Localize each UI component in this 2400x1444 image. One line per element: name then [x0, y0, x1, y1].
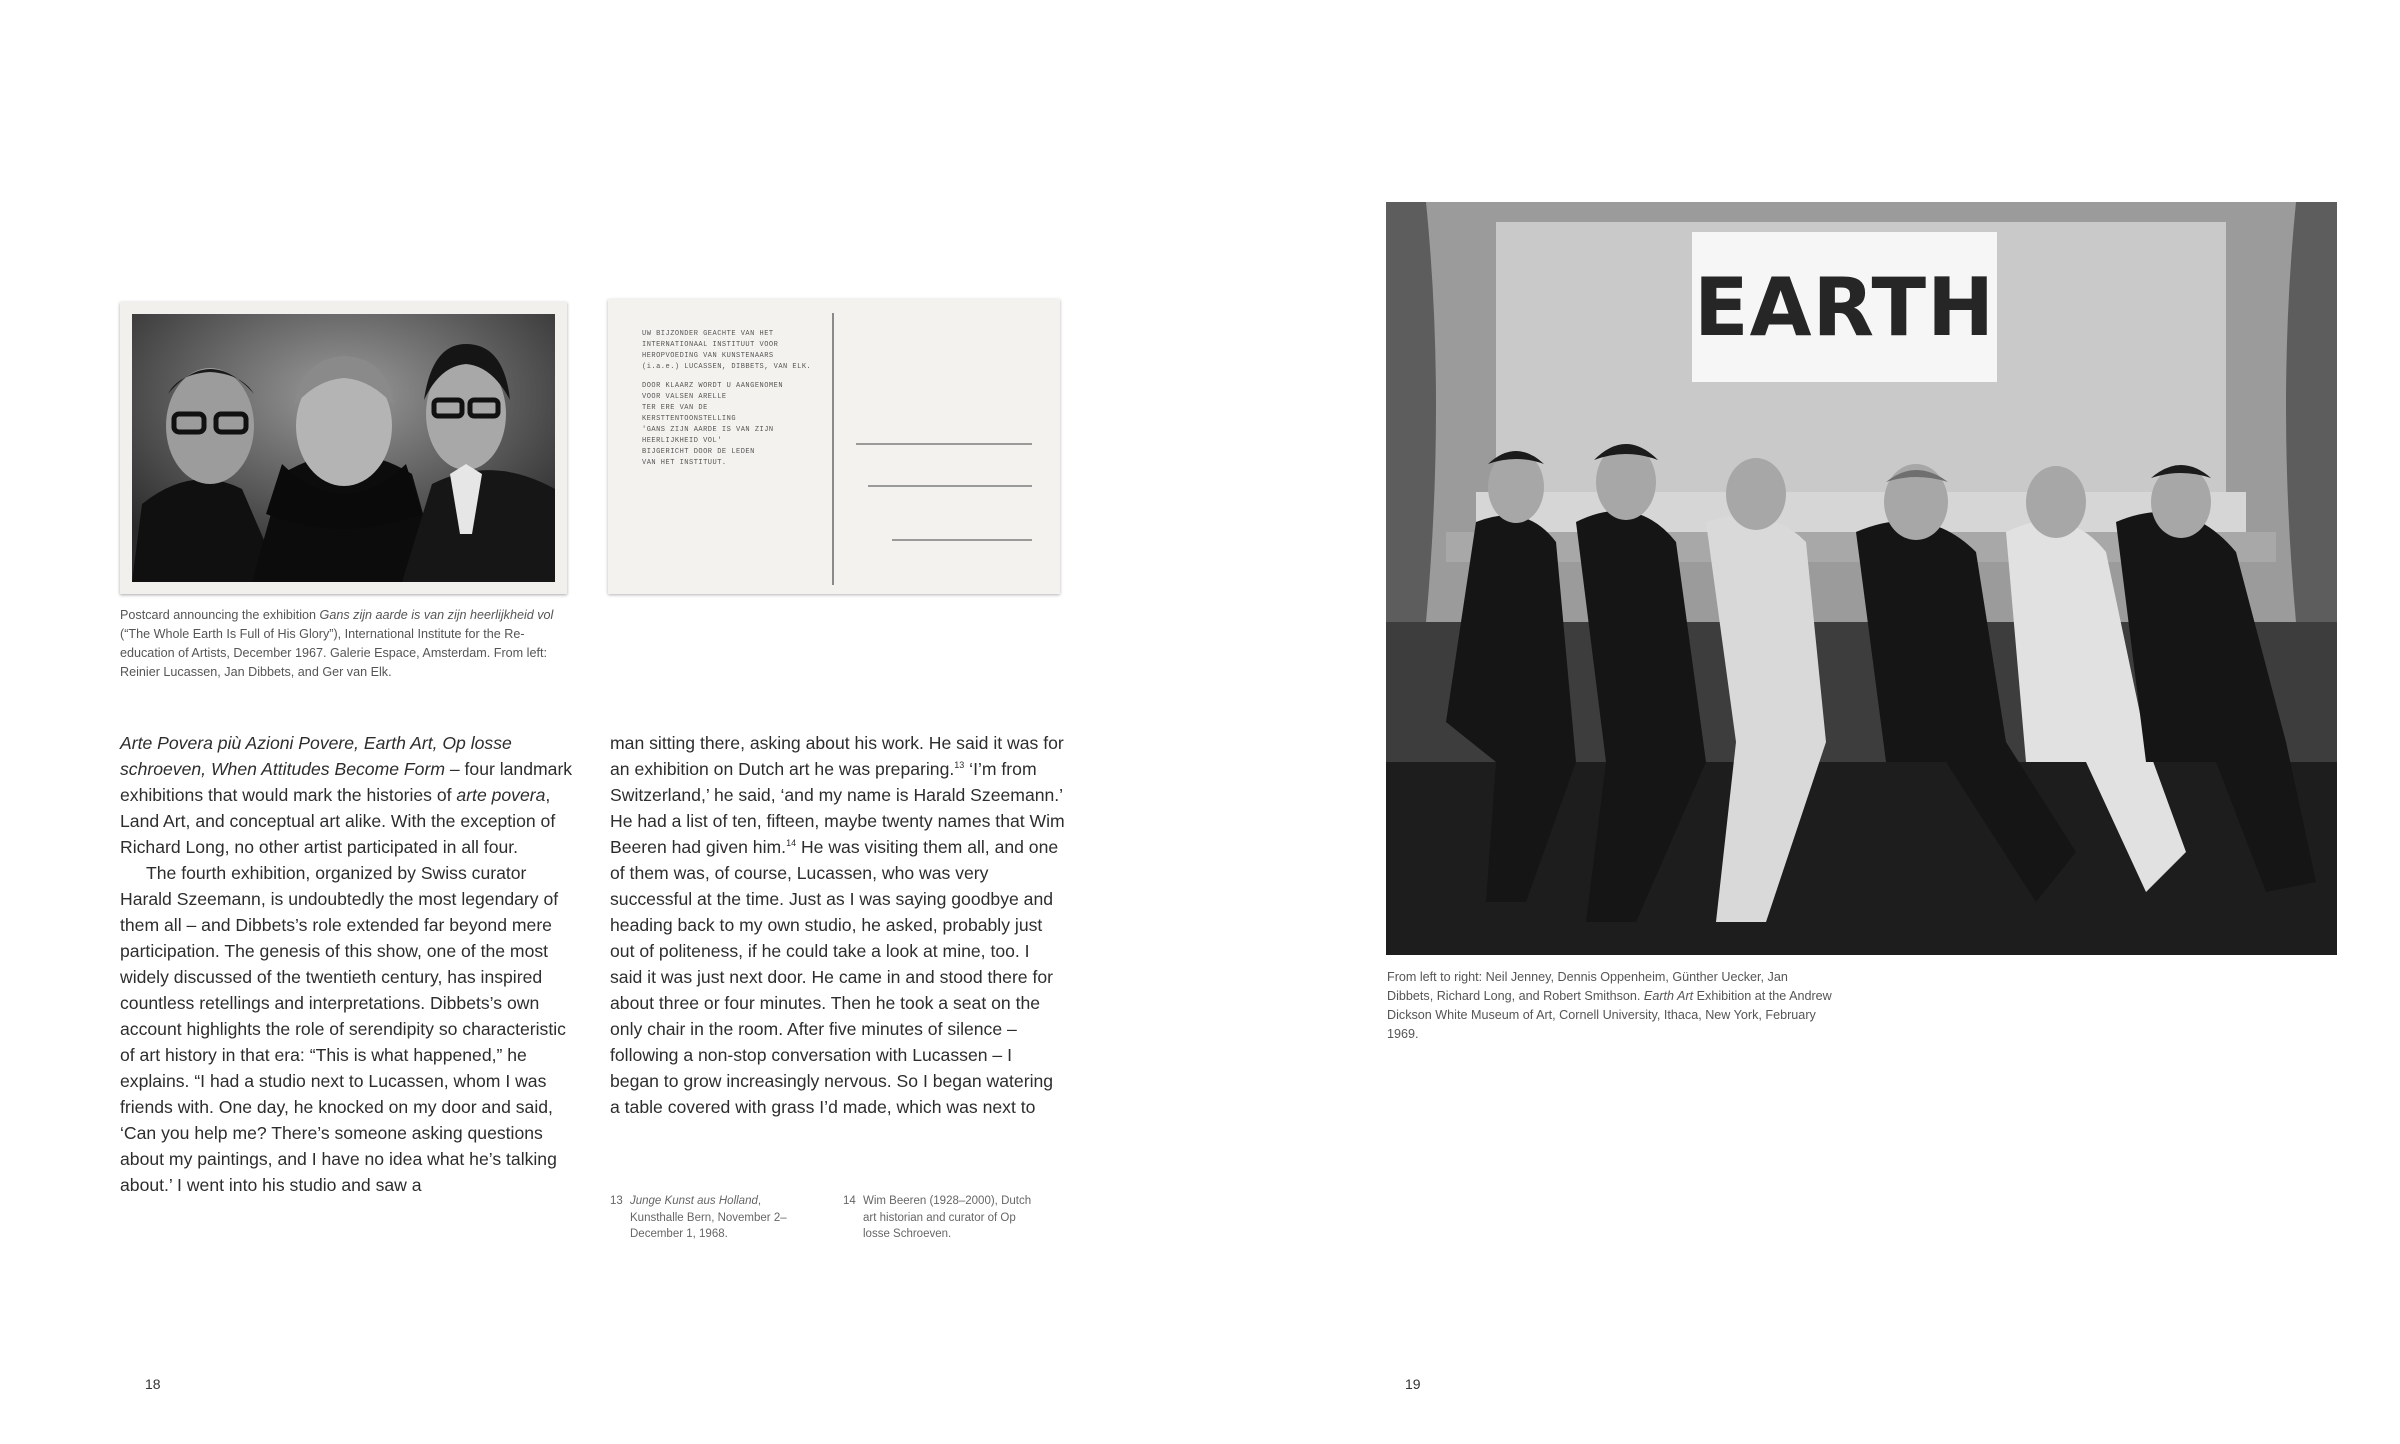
postcard-text-line: KERSTTENTOONSTELLING [642, 415, 737, 423]
body-text: man sitting there, asking about his work. He said it was for an exhibition on Dutch art he was preparing. [610, 733, 1064, 779]
postcard-divider [832, 313, 834, 585]
caption-text: (“The Whole Earth Is Full of His Glory”), International Institute for the Re-education of Artists, December 1967. Galerie Espace, Amsterdam. From left: Reinier Lucassen, Jan Dibbets, and Ger van Elk. [120, 627, 547, 679]
postcard-text-line: TER ERE VAN DE [642, 404, 708, 412]
footnote-body: , Kunsthalle Bern, November 2– December 1, 1968. [630, 1195, 787, 1240]
paragraph: The fourth exhibition, organized by Swiss curator Harald Szeemann, is undoubtedly the most legendary of them all – and Dibbets’s role extended far beyond mere participation. The genesis of this show, one of the most widely discussed of the twentieth century, has inspired countless retellings and interpretations. Dibbets’s own account highlights the role of serendipity so characteristic of art history in that era: “This is what happened,” he explains. “I had a studio next to Lucassen, whom I was friends with. One day, he knocked on my door and said, ‘Can you help me? There’s someone asking questions about my paintings, and I have no idea what he’s talking about.’ I went into his studio and saw a [120, 863, 566, 1195]
postcard-front-photo [120, 302, 567, 594]
earth-photo-caption [1387, 968, 1837, 1044]
postcard-text-line: BIJGERICHT DOOR DE LEDEN [642, 448, 755, 456]
body-text: He was visiting them all, and one of them was, of course, Lucassen, who was very successful at the time. Just as I was saying goodbye and heading back to my own studio, he asked, probably just out of politeness, if he could take a look at mine, too. I said it was just next door. He came in and stood there for about three or four minutes. Then he took a seat on the only chair in the room. After five minutes of silence – following a non-stop conversation with Lucassen – I began to grow increasingly nervous. So I began watering a table covered with grass I’d made, which was next to [610, 837, 1059, 1117]
caption-text: From left to right: Neil Jenney, Dennis Oppenheim, Günther Uecker, Jan Dibbets, Richard Long, and Robert Smithson. [1387, 970, 1788, 1003]
footnote-13 [610, 1193, 810, 1253]
right-page [1200, 0, 2400, 1444]
postcard-text-line: (i.a.e.) LUCASSEN, DIBBETS, VAN ELK. [642, 363, 812, 371]
portrait-photo-three-men [132, 314, 555, 582]
earth-exhibition-photo [1386, 202, 2337, 955]
address-line [868, 485, 1032, 487]
italic-text: arte povera [456, 785, 546, 805]
paragraph [120, 730, 575, 860]
postcard-text-line: VAN HET INSTITUUT. [642, 459, 727, 467]
body-text: ‘I’m from Switzerland,’ he said, ‘and my name is Harald Szeemann.’ He had a list of ten, fifteen, maybe twenty names that Wim Beeren had given him. [610, 759, 1065, 857]
postcard-text-line: INTERNATIONAAL INSTITUUT VOOR [642, 341, 779, 349]
postcard-text-line: VOOR VALSEN ARELLE [642, 393, 727, 401]
footnote-text [630, 1193, 810, 1243]
footnote-italic: Junge Kunst aus Holland [630, 1195, 758, 1207]
address-line [892, 539, 1032, 541]
postcard-text-line: HEROPVOEDING VAN KUNSTENAARS [642, 352, 774, 360]
postcard-printed-text [642, 329, 822, 469]
footnote-ref[interactable]: 14 [786, 838, 797, 849]
paragraph [610, 730, 1065, 1120]
caption-text: Exhibition at the Andrew Dickson White Museum of Art, Cornell University, Ithaca, New York, February 1969. [1387, 989, 1832, 1041]
postcard-caption [120, 606, 570, 682]
footnote-14 [843, 1193, 1053, 1253]
postcard-text-gap [642, 373, 822, 381]
footnote-number: 13 [610, 1195, 623, 1207]
page-number: 19 [1405, 1376, 1421, 1392]
portrait-photo-illustration [132, 314, 555, 582]
earth-sign [1692, 232, 1997, 382]
caption-italic-title: Earth Art [1643, 989, 1694, 1003]
postcard-text-line: DOOR KLAARZ WORDT U AANGENOMEN [642, 382, 784, 390]
postcard-text-line: HEERLIJKHEID VOL' [642, 437, 722, 445]
footnote-body: Wim Beeren (1928–2000), Dutch art historian and curator of Op losse Schroeven. [863, 1195, 1032, 1240]
postcard-text-line: UW BIJZONDER GEACHTE VAN HET [642, 330, 774, 338]
italic-text: Arte Povera più Azioni Povere, Earth Art, Op losse schroeven, When Attitudes Become Form [120, 733, 512, 779]
page-number: 18 [145, 1376, 161, 1392]
postcard-back [608, 299, 1060, 594]
body-column-1 [120, 730, 575, 1198]
address-line [856, 443, 1032, 445]
caption-text: Postcard announcing the exhibition [120, 608, 320, 622]
body-text: – four landmark exhibitions that would mark the histories of [120, 759, 573, 805]
body-column-2 [610, 730, 1065, 1120]
footnote-number: 14 [843, 1195, 856, 1207]
footnote-ref[interactable]: 13 [954, 760, 965, 771]
earth-sign-text: EARTH [1693, 260, 1996, 354]
body-text: , Land Art, and conceptual art alike. With the exception of Richard Long, no other artist participated in all four. [120, 785, 556, 857]
postcard-text-line: 'GANS ZIJN AARDE IS VAN ZIJN [642, 426, 774, 434]
caption-italic-title: Gans zijn aarde is van zijn heerlijkheid vol [319, 608, 554, 622]
